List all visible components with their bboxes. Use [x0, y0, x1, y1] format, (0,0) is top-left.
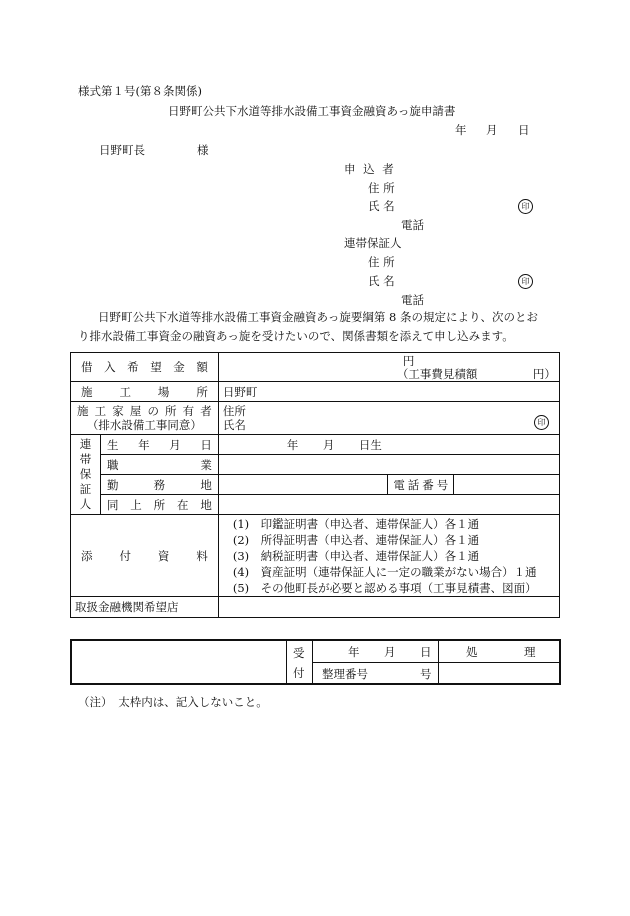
office-divider-1: [286, 641, 287, 683]
applicant-heading: 申 込 者: [344, 162, 396, 176]
birth-month: 月: [322, 438, 335, 452]
work-value[interactable]: [218, 475, 387, 495]
birth-year: 年: [286, 438, 299, 452]
ref-label: 整理番号: [322, 667, 368, 681]
birth-value-cell[interactable]: [218, 435, 559, 455]
office-divider-h: [312, 662, 559, 663]
birth-label-cell: [100, 435, 218, 455]
guarantor-seal-icon: 印: [518, 274, 533, 289]
owner-label: 施 工 家 屋 の 所 有 者: [77, 404, 212, 418]
loan-amount-label: 借 入 希 望 金 額: [81, 360, 208, 374]
owner-label-cell: [71, 402, 219, 435]
job-value[interactable]: [218, 455, 559, 475]
applicant-phone-label: 電話: [401, 218, 424, 232]
addressee: 日野町長: [99, 143, 145, 157]
attachment-item: (2) 所得証明書（申込者、連帯保証人）各１通: [232, 532, 480, 547]
applicant-name-label: 氏 名: [368, 199, 395, 213]
same-address-label: 同 上 所 在 地: [106, 497, 212, 512]
bank-value[interactable]: [218, 597, 559, 618]
phone-value[interactable]: [454, 475, 560, 495]
intro-line-2: り排水設備工事資金の融資あっ旋を受けたいので、関係書類を添えて申し込みます。: [78, 329, 514, 343]
guarantor-address-label: 住 所: [368, 255, 395, 269]
birth-row: [71, 435, 560, 455]
attachments-label-cell: [71, 515, 219, 597]
phone-label: 電 話 番 号: [393, 477, 449, 492]
birth-label: 生 年 月 日: [106, 437, 212, 452]
office-year: 年: [348, 645, 360, 659]
loan-amount-value-cell[interactable]: [218, 353, 559, 382]
job-row: [71, 455, 560, 475]
same-address-label-cell: [100, 495, 218, 515]
office-day: 日: [420, 645, 432, 659]
applicant-seal-icon: 印: [518, 199, 533, 214]
phone-label-cell: [388, 475, 454, 495]
attachment-item: (3) 納税証明書（申込者、連帯保証人）各１通: [232, 548, 480, 563]
ref-suffix: 号: [420, 667, 432, 681]
form-title: 日野町公共下水道等排水設備工事資金融資あっ旋申請書: [168, 104, 456, 118]
work-row: [71, 475, 560, 495]
owner-sub: （排水設備工事同意）: [86, 418, 202, 432]
loan-yen: 円: [402, 354, 415, 368]
office-month: 月: [384, 645, 396, 659]
guarantor-name-label: 氏 名: [368, 274, 395, 288]
loan-amount-row: [71, 353, 560, 382]
honorific: 様: [197, 143, 209, 157]
date-day: 日: [518, 123, 530, 137]
date-year: 年: [455, 123, 467, 137]
site-row: [71, 382, 560, 402]
estimate-suffix: 円）: [532, 367, 556, 381]
applicant-address-label: 住 所: [368, 181, 395, 195]
attachment-item: (5) その他町長が必要と認める事項（工事見積書、図面）: [232, 580, 537, 595]
receipt-char-1: 受: [293, 646, 305, 660]
work-label-cell: [100, 475, 218, 495]
process-char-2: 理: [524, 645, 536, 659]
attachment-item: (1) 印鑑証明書（申込者、連帯保証人）各１通: [232, 516, 480, 531]
site-label: 施 工 場 所: [81, 384, 208, 399]
loan-amount-label-cell: [71, 353, 219, 382]
process-char-1: 処: [466, 645, 478, 659]
receipt-char-2: 付: [293, 666, 305, 680]
owner-address-label: 住所: [222, 404, 246, 418]
same-address-value[interactable]: [218, 495, 559, 515]
guarantor-side-label: 連 帯 保 証 人: [71, 435, 101, 515]
attachment-item: (4) 資産証明（連帯保証人に一定の職業がない場合）１通: [232, 564, 537, 579]
estimate-prefix: （工事費見積額: [396, 367, 478, 381]
owner-name-label: 氏名: [222, 418, 246, 432]
bank-label: 取扱金融機関希望店: [71, 597, 219, 618]
bank-row: [71, 597, 560, 618]
site-label-cell: [71, 382, 219, 402]
application-table: [70, 352, 560, 618]
owner-seal-icon: 印: [534, 415, 549, 430]
footnote: （注） 太枠内は、記入しないこと。: [78, 695, 268, 709]
attachments-row: [71, 515, 560, 597]
guarantor-heading: 連帯保証人: [344, 236, 402, 250]
same-address-row: [71, 495, 560, 515]
birth-day: 日生: [358, 438, 382, 452]
form-number: 様式第１号(第８条関係): [78, 84, 202, 98]
intro-line-1: 日野町公共下水道等排水設備工事資金融資あっ旋要綱第 8 条の規定により、次のとお: [98, 310, 539, 324]
owner-row: [71, 402, 560, 435]
job-label-cell: [100, 455, 218, 475]
job-label: 職 業: [106, 457, 212, 472]
attachments-list: [218, 515, 559, 597]
owner-value-cell[interactable]: [218, 402, 559, 435]
work-label: 勤 務 地: [106, 477, 212, 492]
site-value[interactable]: 日野町: [218, 382, 559, 402]
date-month: 月: [486, 123, 498, 137]
attachments-label: 添 付 資 料: [81, 548, 208, 563]
guarantor-phone-label: 電話: [401, 293, 424, 307]
